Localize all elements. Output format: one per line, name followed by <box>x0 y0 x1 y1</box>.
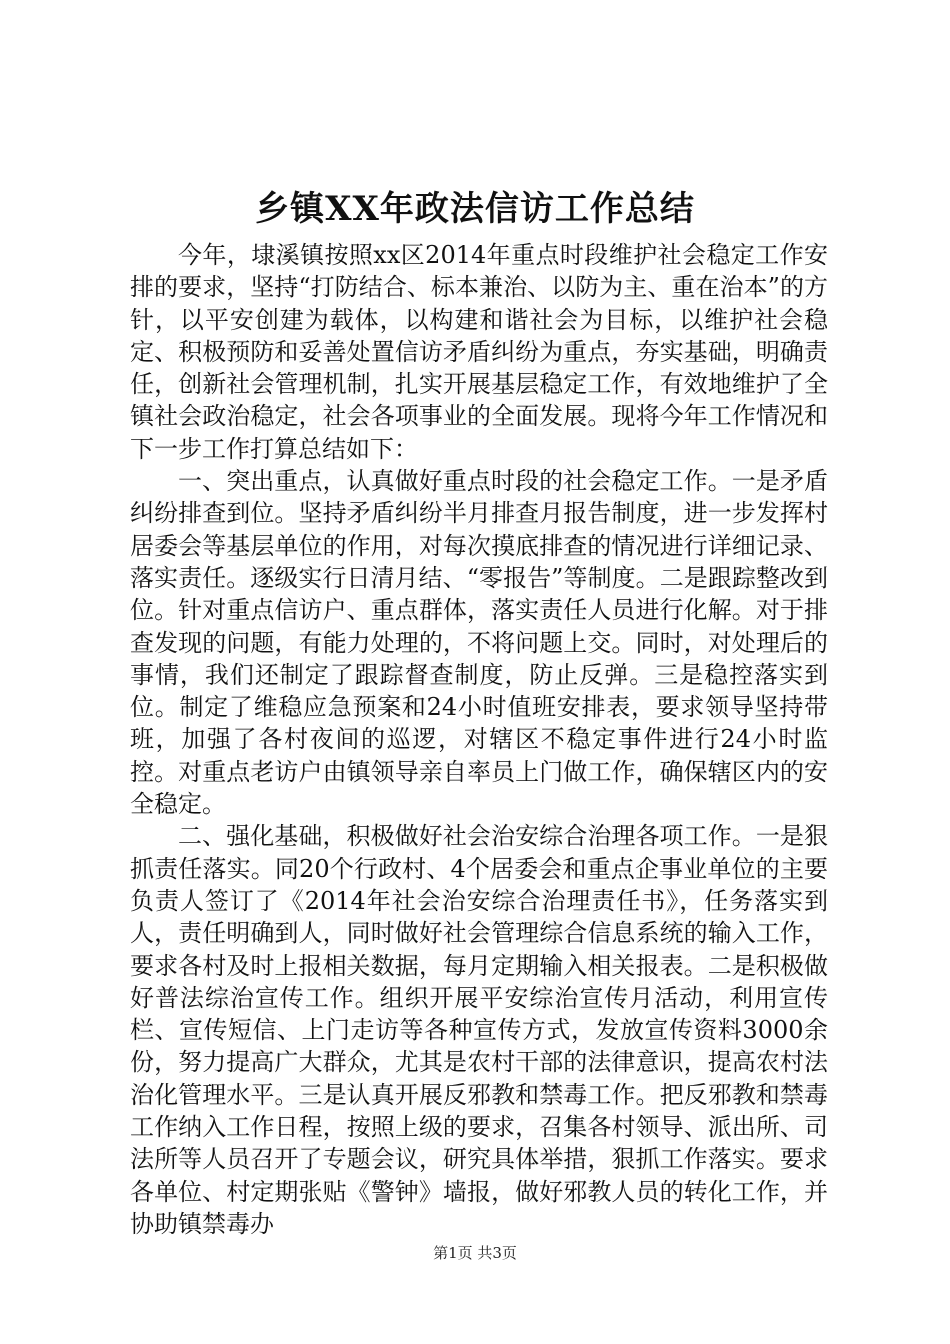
document-body <box>130 239 828 1240</box>
document-title: 乡镇XX年政法信访工作总结 <box>255 189 695 229</box>
page-number-footer: 第1页 共3页 <box>433 1244 517 1262</box>
intro-paragraph: 今年，埭溪镇按照xx区2014年重点时段维护社会稳定工作安排的要求，坚持“打防结合、标本兼治、以防为主、重在治本”的方针，以平安创建为载体，以构建和谐社会为目标，以维护社会稳定、积极预防和妥善处置信访矛盾纠纷为重点，夯实基础，明确责任，创新社会管理机制，扎实开展基层稳定工作，有效地维护了全镇社会政治稳定，社会各项事业的全面发展。现将今年工作情况和下一步工作打算总结如下： <box>130 241 828 463</box>
section-two-paragraph: 二、强化基础，积极做好社会治安综合治理各项工作。一是狠抓责任落实。同20个行政村、4个居委会和重点企事业单位的主要负责人签订了《2014年社会治安综合治理责任书》，任务落实到人，责任明确到人，同时做好社会管理综合信息系统的输入工作，要求各村及时上报相关数据，每月定期输入相关报表。二是积极做好普法综治宣传工作。组织开展平安综治宣传月活动，利用宣传栏、宣传短信、上门走访等各种宣传方式，发放宣传资料3000余份，努力提高广大群众，尤其是农村干部的法律意识，提高农村法治化管理水平。三是认真开展反邪教和禁毒工作。把反邪教和禁毒工作纳入工作日程，按照上级的要求，召集各村领导、派出所、司法所等人员召开了专题会议，研究具体举措，狠抓工作落实。要求各单位、村定期张贴《警钟》墙报，做好邪教人员的转化工作，并协助镇禁毒办 <box>130 822 828 1238</box>
section-one-paragraph: 一、突出重点，认真做好重点时段的社会稳定工作。一是矛盾纠纷排查到位。坚持矛盾纠纷半月排查月报告制度，进一步发挥村居委会等基层单位的作用，对每次摸底排查的情况进行详细记录、落实责任。逐级实行日清月结、“零报告”等制度。二是跟踪整改到位。针对重点信访户、重点群体，落实责任人员进行化解。对于排查发现的问题，有能力处理的，不将问题上交。同时，对处理后的事情，我们还制定了跟踪督查制度，防止反弹。三是稳控落实到位。制定了维稳应急预案和24小时值班安排表，要求领导坚持带班，加强了各村夜间的巡逻，对辖区不稳定事件进行24小时监控。对重点老访户由镇领导亲自率员上门做工作，确保辖区内的安全稳定。 <box>130 467 828 819</box>
